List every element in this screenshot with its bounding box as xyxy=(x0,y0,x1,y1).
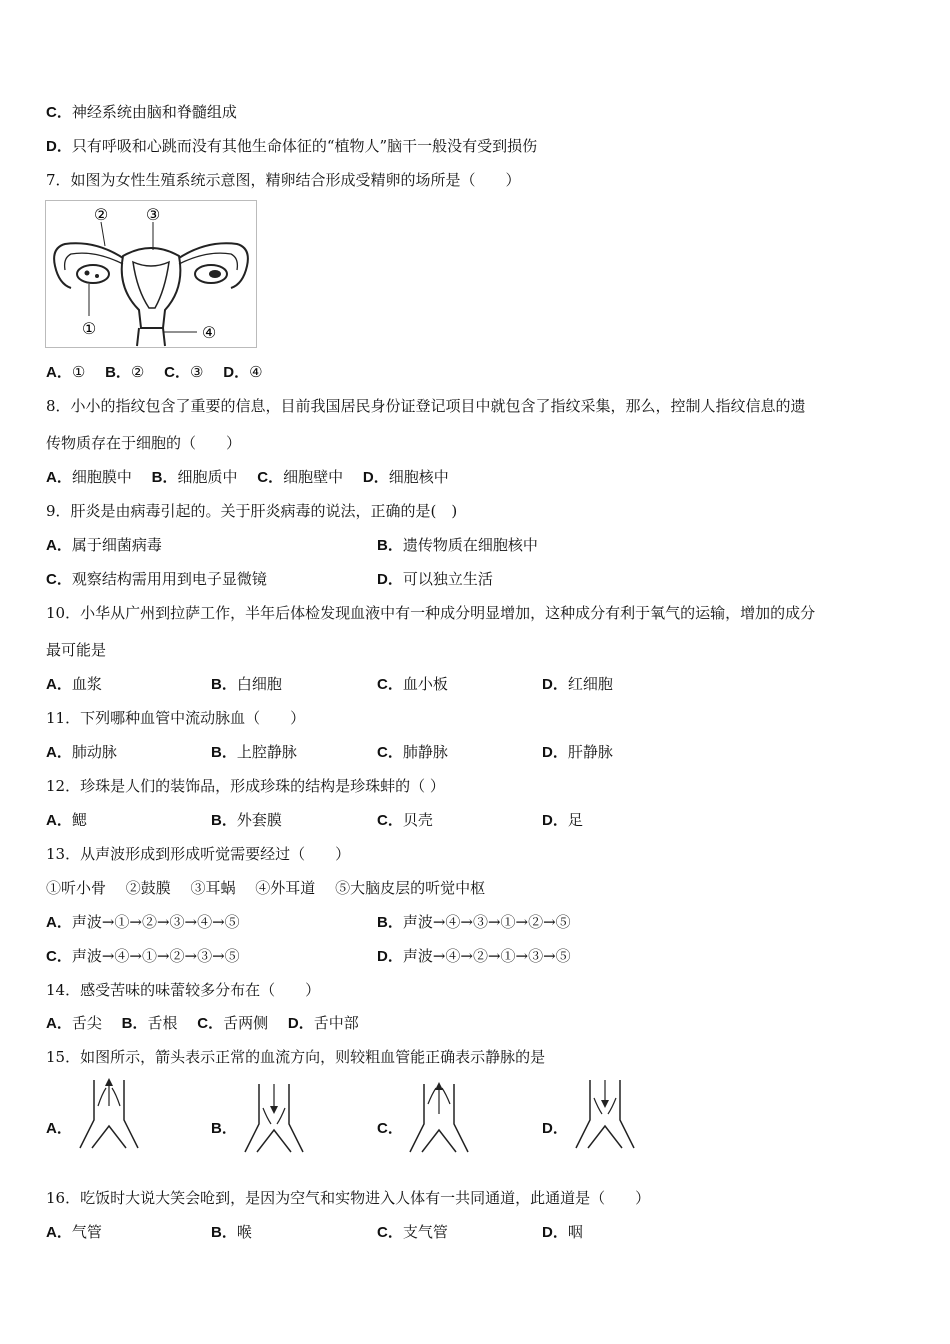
q11-stem: 11．下列哪种血管中流动脉血（ ） xyxy=(46,709,306,727)
q6-option-d: D．只有呼吸和心跳而没有其他生命体征的“植物人”脑干一般没有受到损伤 xyxy=(46,137,538,155)
q12-stem: 12．珍珠是人们的装饰品，形成珍珠的结构是珍珠蚌的（ ） xyxy=(46,777,445,795)
q15-option-a-vessel-figure xyxy=(78,1076,140,1154)
q10-stem-line2: 最可能是 xyxy=(46,641,107,659)
q13-stem: 13．从声波形成到形成听觉需要经过（ ） xyxy=(46,845,351,863)
q15-option-c-vessel-figure xyxy=(408,1080,470,1158)
female-reproductive-system-figure xyxy=(45,200,257,348)
q11-option-a: A．肺动脉 xyxy=(46,743,117,761)
q8-stem-line1: 8．小小的指纹包含了重要的信息，目前我国居民身份证登记项目中就包含了指纹采集，那么，控制人指纹信息的遗 xyxy=(46,397,806,415)
q15-stem: 15．如图所示，箭头表示正常的血流方向，则较粗血管能正确表示静脉的是 xyxy=(46,1048,546,1066)
q13-option-d: D．声波→④→②→①→③→⑤ xyxy=(377,947,571,965)
q15-option-a-label: A． xyxy=(46,1120,72,1137)
figure-label-1: ① xyxy=(81,319,97,338)
q11-option-b: B．上腔静脉 xyxy=(211,743,297,761)
q12-option-d: D．足 xyxy=(542,811,583,829)
q8-stem-line2: 传物质存在于细胞的（ ） xyxy=(46,434,242,452)
q16-option-a: A．气管 xyxy=(46,1223,102,1241)
q13-items: ①听小骨 ②鼓膜 ③耳蜗 ④外耳道 ⑤大脑皮层的听觉中枢 xyxy=(46,879,486,897)
q6-option-c: C．神经系统由脑和脊髓组成 xyxy=(46,103,237,121)
q10-stem-line1: 10．小华从广州到拉萨工作，半年后体检发现血液中有一种成分明显增加，这种成分有利于氧气的运输，增加的成分 xyxy=(46,604,816,622)
figure-label-4: ④ xyxy=(201,323,217,342)
q9-option-d: D．可以独立生活 xyxy=(377,570,493,588)
q8-options: A．细胞膜中 B．细胞质中 C．细胞壁中 D．细胞核中 xyxy=(46,468,449,486)
q7-stem: 7．如图为女性生殖系统示意图，精卵结合形成受精卵的场所是（ ） xyxy=(46,171,521,189)
figure-label-2: ② xyxy=(93,205,109,224)
q10-option-d: D．红细胞 xyxy=(542,675,613,693)
q14-stem: 14．感受苦味的味蕾较多分布在（ ） xyxy=(46,981,321,999)
q13-option-c: C．声波→④→①→②→③→⑤ xyxy=(46,947,240,965)
figure-label-3: ③ xyxy=(145,205,161,224)
q15-option-b-label: B． xyxy=(211,1120,237,1137)
q13-option-b: B．声波→④→③→①→②→⑤ xyxy=(377,913,571,931)
q12-option-b: B．外套膜 xyxy=(211,811,282,829)
q15-option-d-label: D． xyxy=(542,1120,568,1137)
q11-option-d: D．肝静脉 xyxy=(542,743,613,761)
q9-option-c: C．观察结构需用用到电子显微镜 xyxy=(46,570,267,588)
q12-option-a: A．鳃 xyxy=(46,811,87,829)
q10-option-a: A．血浆 xyxy=(46,675,102,693)
q16-option-b: B．喉 xyxy=(211,1223,252,1241)
q14-options: A．舌尖 B．舌根 C．舌两侧 D．舌中部 xyxy=(46,1014,359,1032)
q15-option-b-vessel-figure xyxy=(243,1080,305,1158)
q13-option-a: A．声波→①→②→③→④→⑤ xyxy=(46,913,240,931)
q9-option-b: B．遗传物质在细胞核中 xyxy=(377,536,538,554)
q15-option-c-label: C． xyxy=(377,1120,403,1137)
q16-option-d: D．咽 xyxy=(542,1223,583,1241)
q16-stem: 16．吃饭时大说大笑会呛到，是因为空气和实物进入人体有一共同通道，此通道是（ ） xyxy=(46,1189,651,1207)
q15-option-d-vessel-figure xyxy=(574,1076,636,1154)
q12-option-c: C．贝壳 xyxy=(377,811,433,829)
q7-options: A．① B．② C．③ D．④ xyxy=(46,363,263,381)
q16-option-c: C．支气管 xyxy=(377,1223,448,1241)
q9-option-a: A．属于细菌病毒 xyxy=(46,536,162,554)
q10-option-c: C．血小板 xyxy=(377,675,448,693)
q9-stem: 9．肝炎是由病毒引起的。关于肝炎病毒的说法，正确的是( ) xyxy=(46,502,458,520)
q10-option-b: B．白细胞 xyxy=(211,675,282,693)
q11-option-c: C．肺静脉 xyxy=(377,743,448,761)
